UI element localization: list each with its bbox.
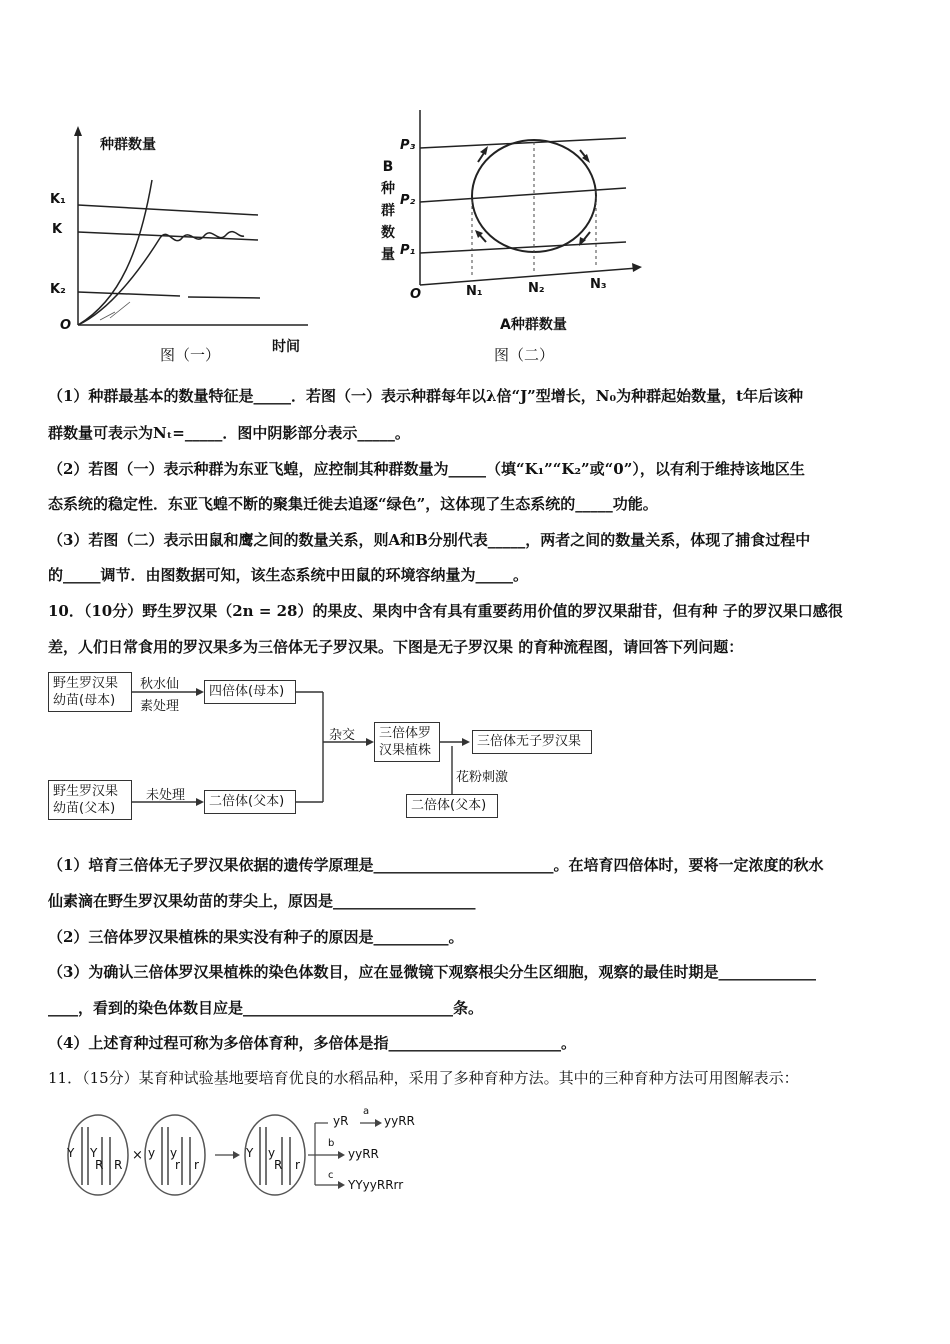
q10-answer-2: 仙素滴在野生罗汉果幼苗的芽尖上，原因是___________________: [48, 892, 476, 910]
cell1-gene-Y1: Y: [67, 1146, 75, 1160]
fig1-caption: 图（一）: [160, 346, 221, 364]
cross-label: 杂交: [329, 728, 356, 743]
cell2-gene-y1: y: [148, 1146, 156, 1160]
cell3-gene-R: R: [274, 1158, 283, 1172]
fig2-ylabel-char: 种: [381, 181, 395, 197]
q10-line-2: 差，人们日常食用的罗汉果多为三倍体无子罗汉果。下图是无子罗汉果 的育种流程图，请回答下列问题：: [48, 638, 744, 656]
tetraploid-box: 四倍体(母本): [204, 680, 296, 704]
fig2-ylabel-char: 量: [381, 247, 395, 263]
triploid-plant-label-1: 三倍体罗: [379, 726, 432, 741]
q10-answer-3: （2）三倍体罗汉果植株的果实没有种子的原因是__________。: [48, 928, 464, 946]
pollen-stimulus-label: 花粉刺激: [456, 770, 509, 785]
q10-answer-1: （1）培育三倍体无子罗汉果依据的遗传学原理是________________________。在培育四倍体时，要将一定浓度的秋水: [48, 856, 824, 874]
fig1-k1-label: K₁: [50, 192, 66, 207]
fig2-n1-label: N₁: [466, 284, 483, 299]
q9-line-4: 态系统的稳定性．东亚飞蝗不断的聚集迁徙去追逐“绿色”，这体现了生态系统的_____功能。: [48, 495, 658, 513]
fig1-ylabel: 种群数量: [100, 137, 156, 153]
fig2-p2-label: P₂: [400, 193, 416, 208]
fig2-ylabel-char: 群: [381, 203, 395, 219]
fig1-k-label: K: [52, 222, 63, 237]
fig2-ylabel-char: 数: [381, 225, 395, 241]
fig1-origin: O: [60, 318, 72, 333]
cell3-gene-y: y: [268, 1146, 276, 1160]
fig2-p3-label: P₃: [400, 138, 416, 153]
wild-mother-box: [48, 672, 132, 712]
triploid-plant-box: [374, 722, 440, 762]
wild-father-label-1: 野生罗汉果: [53, 784, 119, 799]
fig2-ylabel: [380, 156, 396, 266]
output-c: YYyyRRrr: [348, 1178, 404, 1192]
q9-line-1: （1）种群最基本的数量特征是_____．若图（一）表示种群每年以λ倍“J”型增长，N₀为种群起始数量，t年后该种: [48, 387, 804, 405]
wild-father-label-2: 幼苗(父本): [53, 801, 116, 816]
cell1-gene-R2: R: [114, 1158, 123, 1172]
fig2-p1-label: P₁: [400, 243, 416, 258]
q9-line-3: （2）若图（一）表示种群为东亚飞蝗，应控制其种群数量为_____（填“K₁”“K₂”或“0”），以有利于维持该地区生: [48, 460, 805, 478]
output-b: yyRR: [348, 1147, 379, 1161]
fig1-k2-label: K₂: [50, 282, 66, 297]
fig2-n3-label: N₃: [590, 277, 607, 292]
fig2-origin: O: [410, 287, 422, 302]
route-c-label: c: [328, 1170, 334, 1181]
q9-line-5: （3）若图（二）表示田鼠和鹰之间的数量关系，则A和B分别代表_____，两者之间的数量关系，体现了捕食过程中: [48, 531, 811, 549]
cell1-gene-Y2: Y: [90, 1146, 98, 1160]
untreated-label: 未处理: [146, 788, 186, 803]
wild-mother-label-1: 野生罗汉果: [53, 676, 119, 691]
q11-line-1: 11．（15分）某育种试验基地要培育优良的水稻品种，采用了多种育种方法。其中的三种育种方法可用图解表示：: [48, 1069, 799, 1087]
route-b-label: b: [328, 1138, 335, 1149]
figure-one-graph: [40, 120, 330, 370]
cell1-gene-R1: R: [95, 1158, 104, 1172]
wild-mother-label-2: 幼苗(母本): [53, 693, 116, 708]
q10-answer-6: （4）上述育种过程可称为多倍体育种，多倍体是指_______________________。: [48, 1034, 576, 1052]
triploid-plant-label-2: 汉果植株: [379, 743, 432, 758]
cell3-gene-r: r: [295, 1158, 300, 1172]
q9-line-2: 群数量可表示为Nₜ=_____．图中阴影部分表示_____。: [48, 424, 410, 442]
cell3-gene-Y: Y: [246, 1146, 254, 1160]
diploid-father-box: 二倍体(父本): [204, 790, 296, 814]
output-a-from: yR: [333, 1114, 349, 1128]
cell2-gene-r1: r: [175, 1158, 180, 1172]
q10-answer-5: ____，看到的染色体数目应是____________________________条。: [48, 999, 484, 1017]
cell2-gene-y2: y: [170, 1146, 178, 1160]
route-a-label: a: [363, 1106, 370, 1117]
fig1-xlabel: 时间: [272, 339, 300, 355]
fig2-caption: 图（二）: [494, 346, 555, 364]
fig2-ylabel-char: B: [382, 159, 394, 175]
fig2-xlabel: A种群数量: [500, 317, 567, 333]
wild-father-box: [48, 780, 132, 820]
colchicine-label-2: 素处理: [140, 699, 180, 714]
q10-answer-4: （3）为确认三倍体罗汉果植株的染色体数目，应在显微镜下观察根尖分生区细胞，观察的最佳时期是_____________: [48, 963, 816, 981]
q10-line-1: 10．（10分）野生罗汉果（2n = 28）的果皮、果肉中含有具有重要药用价值的罗汉果甜苷，但有种 子的罗汉果口感很: [48, 602, 843, 620]
fig2-n2-label: N₂: [528, 281, 545, 296]
seedless-box: 三倍体无子罗汉果: [472, 730, 592, 754]
q9-line-6: 的_____调节．由图数据可知，该生态系统中田鼠的环境容纳量为_____。: [48, 566, 529, 584]
output-a-to: yyRR: [384, 1114, 415, 1128]
cell2-gene-r2: r: [194, 1158, 199, 1172]
diploid-father-box-2: 二倍体(父本): [406, 794, 498, 818]
colchicine-label-1: 秋水仙: [140, 677, 180, 692]
cross-symbol: ×: [132, 1148, 143, 1163]
